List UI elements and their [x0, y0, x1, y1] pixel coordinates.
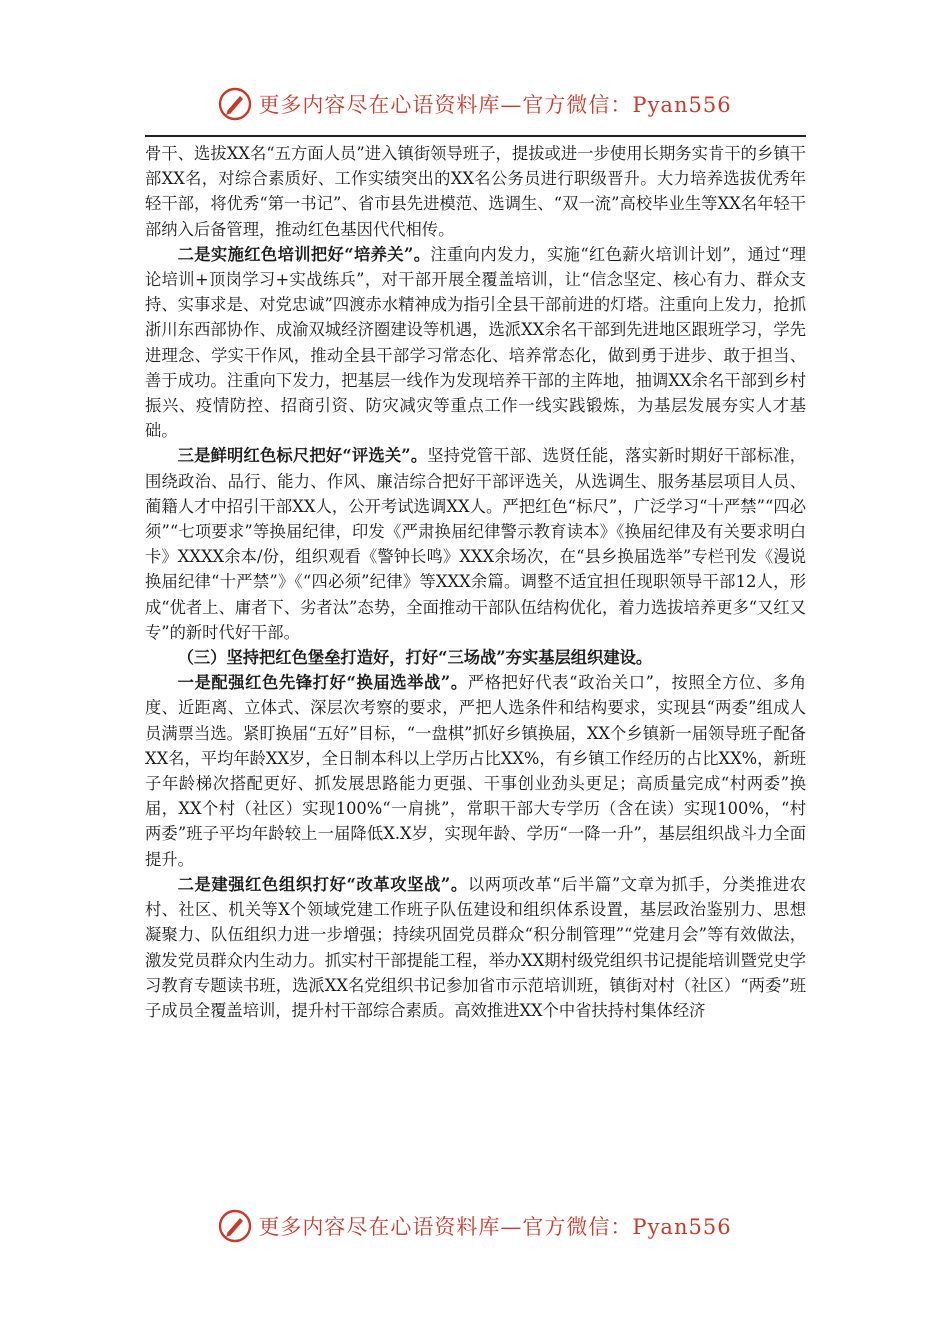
paragraph-2 — [145, 242, 806, 444]
paragraph-5-text: 严格把好代表“政治关口”，按照全方位、多角度、近距离、立体式、深层次考察的要求，严把人选条件和结构要求，实现县“两委”组成人员满票当选。紧盯换届“五好”目标，“一盘棋”抓好乡镇换届，XX个乡镇新一届领导班子配备XX名，平均年龄XX岁，全日制本科以上学历占比XX%，有乡镇工作经历的占比XX%，新班子年龄梯次搭配更好、抓发展思路能力更强、干事创业劲头更足；高质量完成“村两委”换届，XX个村（社区）实现100%“一肩挑”，常职干部大专学历（含在读）实现100%，“村两委”班子平均年龄较上一届降低X.X岁，实现年龄、学历“一降一升”，基层组织战斗力全面提升。 — [145, 673, 807, 869]
paragraph-3-heading: 三是鲜明红色标尺把好“评选关”。 — [177, 446, 428, 466]
header-watermark — [0, 84, 950, 124]
paragraph-5-heading: 一是配强红色先锋打好“换届选举战”。 — [177, 673, 468, 693]
pen-heart-logo-icon — [218, 87, 252, 121]
paragraph-2-text: 注重向内发力，实施“红色薪火培训计划”，通过“理论培训+顶岗学习+实战练兵”，对干部开展全覆盖培训，让“信念坚定、核心有力、群众支持、实事求是、对党忠诚”四渡赤水精神成为指引全县干部前进的灯塔。注重向上发力，抢抓浙川东西部协作、成渝双城经济圈建设等机遇，选派XX余名干部到先进地区跟班学习，学先进理念、学实干作风，推动全县干部学习常态化、培养常态化，做到勇于进步、敢于担当、善于成功。注重向下发力，把基层一线作为发现培养干部的主阵地，抽调XX余名干部到乡村振兴、疫情防控、招商引资、防灾减灾等重点工作一线实践锻炼，为基层发展夯实人才基础。 — [145, 244, 806, 441]
paragraph-2-heading: 二是实施红色培训把好“培养关”。 — [177, 244, 431, 264]
section-heading-text: （三）坚持把红色堡垒打造好，打好“三场战”夯实基层组织建设。 — [177, 648, 653, 668]
watermark-text: 更多内容尽在心语资料库—官方微信：Pyan556 — [258, 93, 732, 117]
paragraph-1 — [145, 141, 806, 242]
paragraph-6-text: 以两项改革“后半篇”文章为抓手，分类推进农村、社区、机关等X个领域党建工作班子队伍建设和组织体系设置，基层政治鉴别力、思想凝聚力、队伍组织力进一步增强；持续巩固党员群众“积分制管理”“党建月会”等有效做法，激发党员群众内生动力。抓实村干部提能工程，举办XX期村级党组织书记提能培训暨党史学习教育专题读书班，选派XX名党组织书记参加省市示范培训班，镇街对村（社区）“两委”班子成员全覆盖培训，提升村干部综合素质。高效推进XX个中省扶持村集体经济 — [145, 874, 807, 1020]
paragraph-6-heading: 二是建强红色组织打好“改革攻坚战”。 — [177, 874, 468, 894]
paragraph-3 — [145, 443, 806, 645]
paragraph-6 — [145, 872, 806, 1023]
document-body — [145, 141, 806, 1023]
section-heading — [145, 645, 806, 670]
pen-heart-logo-icon — [218, 1209, 252, 1243]
footer-watermark — [0, 1206, 950, 1246]
paragraph-1-text: 骨干、选拔XX名“五方面人员”进入镇街领导班子，提拔或进一步使用长期务实肯干的乡镇干部XX名，对综合素质好、工作实绩突出的XX名公务员进行职级晋升。大力培养选拔优秀年轻干部，将优秀“第一书记”、省市县先进模范、选调生、“双一流”高校毕业生等XX名年轻干部纳入后备管理，推动红色基因代代相传。 — [145, 144, 806, 239]
paragraph-3-text: 坚持党管干部、选贤任能，落实新时期好干部标准，围绕政治、品行、能力、作风、廉洁综合把好干部评选关，从选调生、服务基层项目人员、蔺籍人才中招引干部XX人，公开考试选调XX人。严把红色“标尺”，广泛学习“十严禁”“四必须”“七项要求”等换届纪律，印发《严肃换届纪律警示教育读本》《换届纪律及有关要求明白卡》XXXX余本/份，组织观看《警钟长鸣》XXX余场次，在“县乡换届选举”专栏刊发《漫说换届纪律“十严禁”》《“四必须”纪律》等XXX余篇。调整不适宜担任现职领导干部12人，形成“优者上、庸者下、劣者汰”态势，全面推动干部队伍结构优化，着力选拔培养更多“又红又专”的新时代好干部。 — [145, 446, 806, 642]
watermark-text: 更多内容尽在心语资料库—官方微信：Pyan556 — [258, 1215, 732, 1239]
paragraph-5 — [145, 670, 806, 872]
header-divider — [145, 135, 806, 137]
